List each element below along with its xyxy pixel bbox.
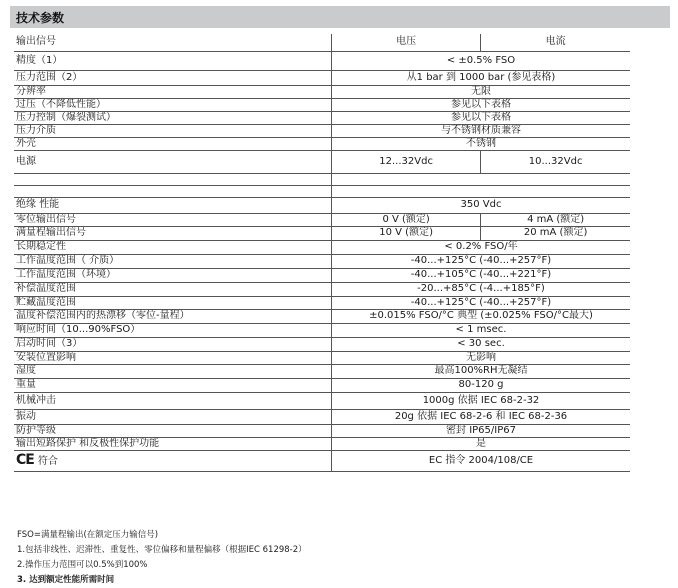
spec-row <box>14 173 630 185</box>
spec-label-cell <box>14 185 332 197</box>
spec-row <box>14 351 630 364</box>
spec-label: 精度（1） <box>16 54 63 66</box>
spec-table <box>14 34 630 472</box>
spec-row <box>14 51 630 70</box>
spec-value: 无影响 <box>332 351 631 364</box>
spec-value: 0 V (额定) <box>332 213 481 226</box>
spec-label-cell <box>14 450 332 471</box>
spec-label: 压力范围（2） <box>16 71 83 83</box>
spec-label-cell <box>14 213 332 226</box>
spec-label: 湿度 <box>16 365 36 376</box>
spec-row <box>14 111 630 124</box>
spec-value: 不锈钢 <box>332 137 631 150</box>
spec-label: 满量程输出信号 <box>16 227 86 238</box>
spec-value: 4 mA (额定) <box>481 213 630 226</box>
spec-value: 12...32Vdc <box>332 150 481 173</box>
spec-row <box>14 378 630 392</box>
spec-label: 外壳 <box>16 137 36 149</box>
spec-value <box>332 173 631 185</box>
footnote: FSO=满量程输出(在额定压力输信号) <box>17 530 159 540</box>
spec-label: 电源 <box>16 155 36 167</box>
spec-row <box>14 185 630 197</box>
spec-label-cell <box>14 437 332 450</box>
spec-row <box>14 124 630 137</box>
spec-value: < ±0.5% FSO <box>332 51 631 70</box>
spec-value: 电流 <box>481 34 630 51</box>
spec-row <box>14 226 630 240</box>
section-title: 技术参数 <box>16 11 65 25</box>
spec-row <box>14 437 630 450</box>
spec-value: 参见以下表格 <box>332 111 631 124</box>
footnotes <box>17 528 307 588</box>
spec-label: 压力控制（爆裂测试） <box>16 111 116 123</box>
spec-label: 过压（不降低性能） <box>16 98 106 110</box>
spec-label: 重量 <box>16 379 36 390</box>
spec-row <box>14 197 630 213</box>
footnote: 1.包括非线性、迟滞性、重复性、零位偏移和量程偏移（根据IEC 61298-2） <box>17 545 307 555</box>
spec-label: 机械冲击 <box>16 394 56 406</box>
spec-value: 电压 <box>332 34 481 51</box>
spec-label-cell <box>14 137 332 150</box>
spec-label: 输出短路保护 和反极性保护功能 <box>16 437 160 449</box>
spec-row <box>14 268 630 282</box>
spec-value: 无限 <box>332 85 631 98</box>
spec-label-cell <box>14 296 332 309</box>
footnote: 3. 达到额定性能所需时间 <box>17 575 115 585</box>
spec-value: < 1 msec. <box>332 323 631 337</box>
spec-value: ±0.015% FSO/°C 典型 (±0.025% FSO/°C最大) <box>332 309 631 323</box>
spec-value: 10...32Vdc <box>481 150 630 173</box>
spec-label-cell <box>14 337 332 351</box>
spec-label: 补偿温度范围 <box>16 283 76 294</box>
spec-label-cell <box>14 85 332 98</box>
spec-label-cell <box>14 254 332 268</box>
spec-label: 工作温度范围（环境） <box>16 269 116 280</box>
spec-label-cell <box>14 124 332 137</box>
section-header <box>10 6 670 28</box>
spec-label-cell <box>14 392 332 409</box>
spec-label: 安装位置影响 <box>16 351 76 363</box>
spec-label: 响应时间（10...90%FSO） <box>16 324 141 335</box>
spec-value: 350 Vdc <box>332 197 631 213</box>
spec-row <box>14 70 630 85</box>
spec-value: -40...+105°C (-40...+221°F) <box>332 268 631 282</box>
spec-label-cell <box>14 351 332 364</box>
spec-label-cell <box>14 364 332 378</box>
spec-value: 参见以下表格 <box>332 98 631 111</box>
spec-value: < 0.2% FSO/年 <box>332 240 631 254</box>
spec-label-cell <box>14 309 332 323</box>
spec-label: 零位输出信号 <box>16 213 76 225</box>
spec-label-cell <box>14 150 332 173</box>
spec-label: 贮藏温度范围 <box>16 296 76 308</box>
spec-value: < 30 sec. <box>332 337 631 351</box>
spec-label-cell <box>14 424 332 437</box>
spec-value: -40...+125°C (-40...+257°F) <box>332 296 631 309</box>
spec-label-cell <box>14 197 332 213</box>
spec-row <box>14 309 630 323</box>
spec-row <box>14 150 630 173</box>
spec-label-cell <box>14 111 332 124</box>
spec-value: 80-120 g <box>332 378 631 392</box>
spec-label-cell <box>14 98 332 111</box>
spec-value: 从1 bar 到 1000 bar (参见表格) <box>332 70 631 85</box>
spec-label-cell <box>14 226 332 240</box>
footnote: 2.操作压力范围可以0.5%到100% <box>17 560 148 570</box>
spec-label: 压力介质 <box>16 124 56 136</box>
spec-row <box>14 85 630 98</box>
spec-value: 20g 依据 IEC 68-2-6 和 IEC 68-2-36 <box>332 409 631 424</box>
spec-label-cell <box>14 409 332 424</box>
spec-row <box>14 254 630 268</box>
spec-value: 是 <box>332 437 631 450</box>
spec-value: 最高100%RH无凝结 <box>332 364 631 378</box>
spec-value: 20 mA (额定) <box>481 226 630 240</box>
spec-label: 启动时间（3） <box>16 338 83 349</box>
spec-label: 输出信号 <box>16 36 56 48</box>
spec-row <box>14 98 630 111</box>
spec-label: 绝缘 性能 <box>16 199 60 210</box>
spec-label-cell <box>14 282 332 296</box>
spec-row <box>14 392 630 409</box>
spec-row <box>14 282 630 296</box>
spec-value: EC 指令 2004/108/CE <box>332 450 631 471</box>
spec-row <box>14 240 630 254</box>
spec-label: 长期稳定性 <box>16 241 66 252</box>
spec-row <box>14 424 630 437</box>
spec-value <box>332 185 631 197</box>
spec-label-cell <box>14 323 332 337</box>
spec-label: 防护等级 <box>16 424 56 436</box>
spec-value: 密封 IP65/IP67 <box>332 424 631 437</box>
spec-label-cell <box>14 34 332 51</box>
spec-value: -20...+85°C (-4...+185°F) <box>332 282 631 296</box>
spec-row <box>14 137 630 150</box>
spec-label: 符合 <box>37 455 58 467</box>
spec-row <box>14 409 630 424</box>
spec-row <box>14 34 630 51</box>
spec-label: 振动 <box>16 410 36 422</box>
spec-row <box>14 213 630 226</box>
spec-value: -40...+125°C (-40...+257°F) <box>332 254 631 268</box>
spec-row <box>14 337 630 351</box>
spec-row <box>14 450 630 471</box>
spec-label-cell <box>14 268 332 282</box>
spec-label-cell <box>14 70 332 85</box>
spec-label-cell <box>14 240 332 254</box>
ce-mark-icon: CE <box>16 451 34 468</box>
spec-label-cell <box>14 173 332 185</box>
spec-row <box>14 364 630 378</box>
spec-value: 10 V (额定) <box>332 226 481 240</box>
spec-row <box>14 296 630 309</box>
spec-label: 工作温度范围（ 介质） <box>16 255 120 266</box>
spec-label-cell <box>14 51 332 70</box>
spec-value: 与不锈钢材质兼容 <box>332 124 631 137</box>
spec-row <box>14 323 630 337</box>
spec-label: 分辨率 <box>16 85 46 97</box>
spec-label-cell <box>14 378 332 392</box>
spec-label: 温度补偿范围内的热漂移（零位-量程） <box>16 310 190 321</box>
spec-value: 1000g 依据 IEC 68-2-32 <box>332 392 631 409</box>
